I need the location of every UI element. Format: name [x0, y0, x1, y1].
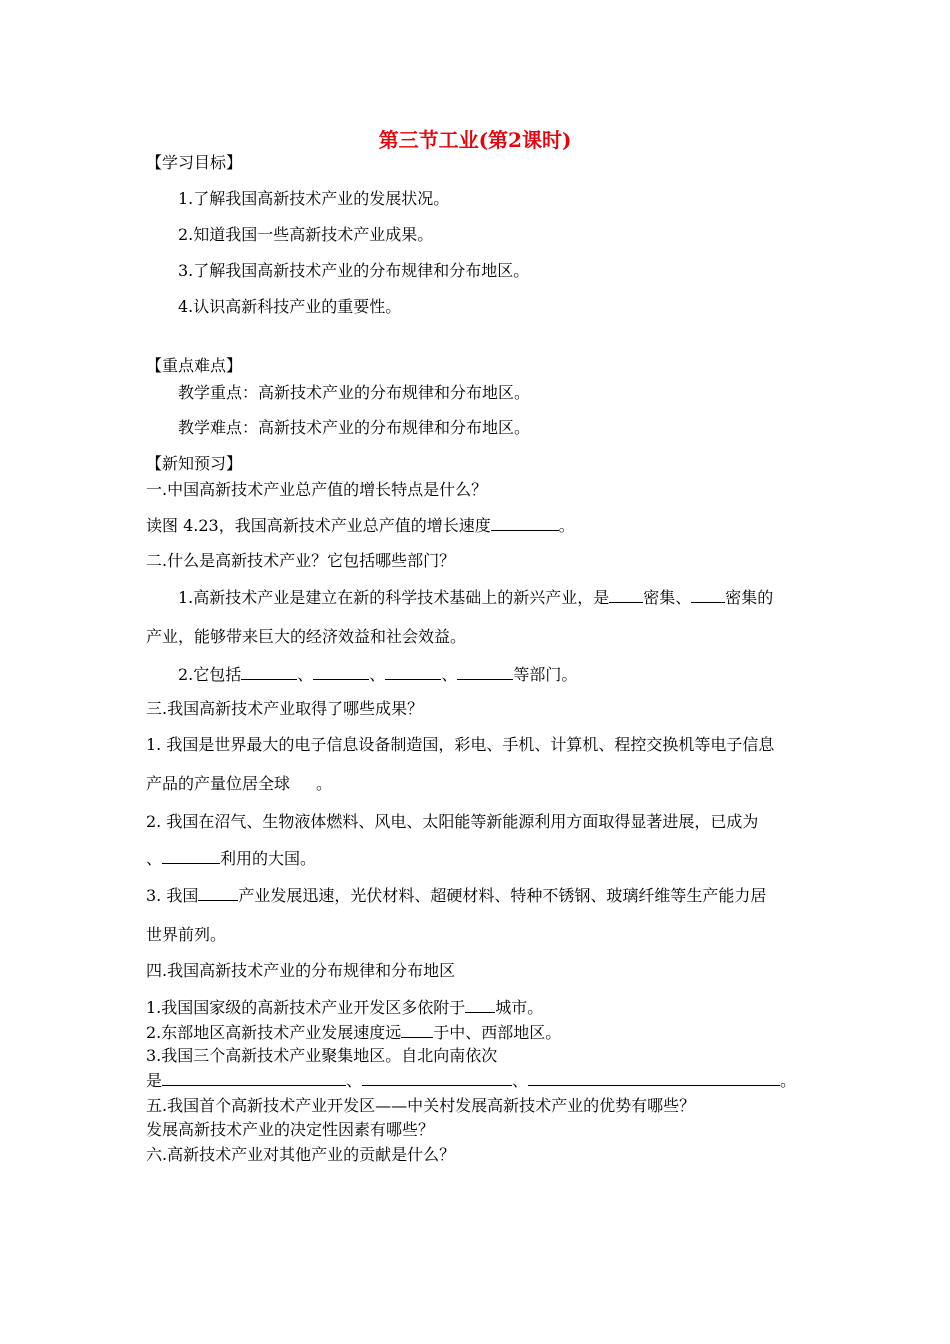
question-2-1-cont: 产业，能够带来巨大的经济效益和社会效益。	[146, 627, 467, 646]
question-3-3-cont: 世界前列。	[146, 925, 227, 944]
fill-blank[interactable]	[691, 586, 725, 603]
question-5: 五.我国首个高新技术产业开发区——中关村发展高新技术产业的优势有哪些？	[146, 1096, 696, 1115]
fill-blank[interactable]	[401, 1021, 433, 1038]
question-4-3: 3.我国三个高新技术产业聚集地区。自北向南依次	[146, 1046, 498, 1065]
fill-blank[interactable]	[362, 1069, 512, 1086]
objective-item: 4.认识高新科技产业的重要性。	[178, 297, 402, 316]
page-title: 第三节工业(第2课时)	[378, 128, 572, 152]
question-3-2: 2. 我国在沼气、生物液体燃料、风电、太阳能等新能源利用方面取得显著进展，已成为	[146, 812, 759, 831]
question-2-1: 1.高新技术产业是建立在新的科学技术基础上的新兴产业，是 密集、 密集的	[178, 588, 774, 607]
fill-blank[interactable]	[198, 884, 238, 901]
teaching-difficulty: 教学难点：高新技术产业的分布规律和分布地区。	[178, 418, 531, 437]
question-2-2: 2.它包括 、 、 、 等部门。	[178, 665, 578, 684]
question-3: 三.我国高新技术产业取得了哪些成果？	[146, 699, 424, 718]
objective-item: 2.知道我国一些高新技术产业成果。	[178, 225, 434, 244]
teaching-focus: 教学重点：高新技术产业的分布规律和分布地区。	[178, 383, 531, 402]
preview-heading: 【新知预习】	[146, 454, 243, 473]
fill-blank[interactable]	[528, 1069, 780, 1086]
question-4-3-cont: 是 、 、 。	[146, 1071, 797, 1090]
question-1-read: 读图 4.23，我国高新技术产业总产值的增长速度 。	[146, 516, 575, 535]
fill-blank[interactable]	[465, 996, 495, 1013]
fill-blank[interactable]	[491, 514, 559, 531]
question-3-1: 1. 我国是世界最大的电子信息设备制造国，彩电、手机、计算机、程控交换机等电子信息	[146, 735, 775, 754]
objective-item: 3.了解我国高新技术产业的分布规律和分布地区。	[178, 261, 530, 280]
question-6: 六.高新技术产业对其他产业的贡献是什么？	[146, 1145, 456, 1164]
objective-item: 1.了解我国高新技术产业的发展状况。	[178, 189, 450, 208]
fill-blank[interactable]	[313, 663, 369, 680]
question-3-2-cont: 、 利用的大国。	[146, 849, 317, 868]
fill-blank[interactable]	[162, 847, 220, 864]
question-4-2: 2.东部地区高新技术产业发展速度远 于中、西部地区。	[146, 1023, 562, 1042]
question-2: 二.什么是高新技术产业？它包括哪些部门？	[146, 551, 456, 570]
objectives-heading: 【学习目标】	[146, 153, 243, 172]
key-points-heading: 【重点难点】	[146, 356, 243, 375]
fill-blank[interactable]	[385, 663, 441, 680]
question-3-1-cont: 产品的产量位居全球 。	[146, 774, 333, 793]
fill-blank[interactable]	[457, 663, 513, 680]
fill-blank[interactable]	[609, 586, 643, 603]
question-1-read-text: 读图 4.23，我国高新技术产业总产值的增长速度	[146, 516, 491, 535]
fill-blank[interactable]	[162, 1069, 346, 1086]
fill-blank[interactable]	[241, 663, 297, 680]
question-4: 四.我国高新技术产业的分布规律和分布地区	[146, 961, 456, 980]
question-3-3: 3. 我国 产业发展迅速，光伏材料、超硬材料、特种不锈钢、玻璃纤维等生产能力居	[146, 886, 767, 905]
question-4-1: 1.我国国家级的高新技术产业开发区多依附于 城市。	[146, 998, 544, 1017]
question-5-b: 发展高新技术产业的决定性因素有哪些？	[146, 1120, 435, 1139]
question-1: 一.中国高新技术产业总产值的增长特点是什么？	[146, 480, 488, 499]
